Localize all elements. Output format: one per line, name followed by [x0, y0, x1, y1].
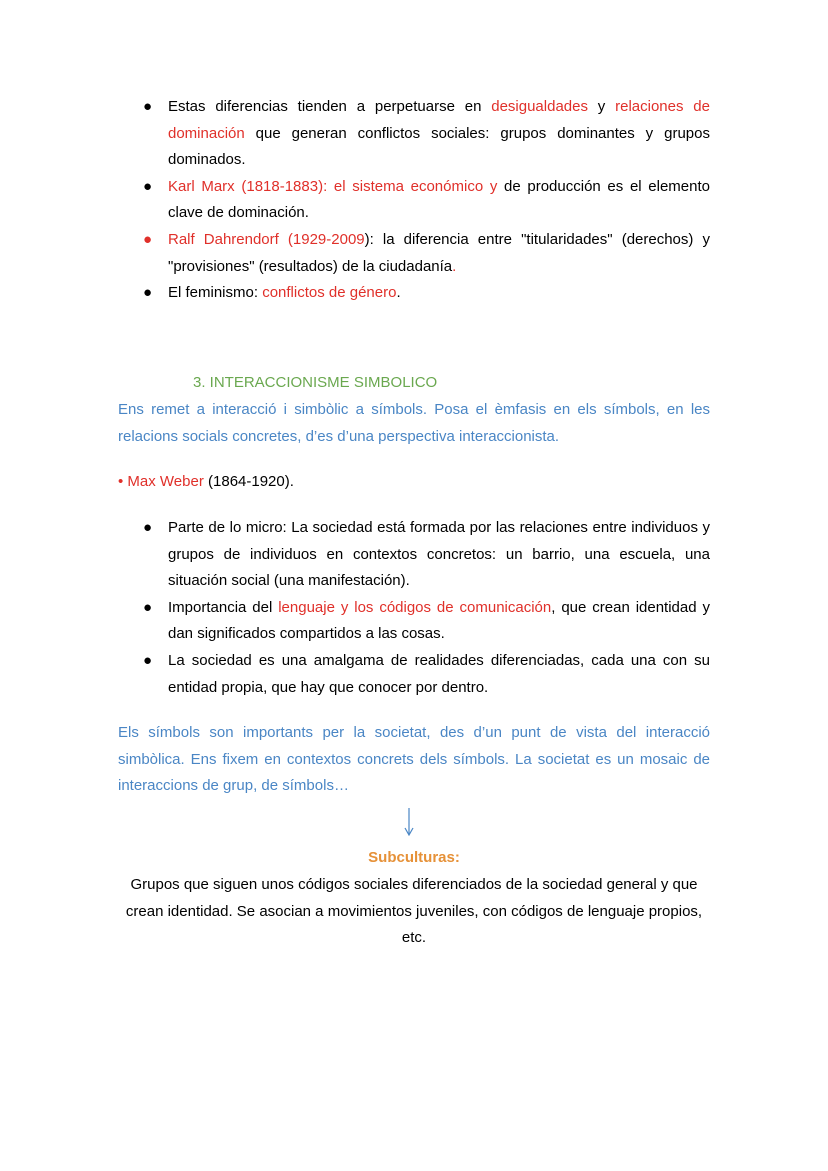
section-heading: 3. INTERACCIONISME SIMBOLICO	[193, 374, 438, 391]
list-item	[145, 280, 710, 307]
bullet-icon: ●	[143, 651, 153, 669]
subculturas-title: Subculturas:	[368, 849, 460, 866]
highlight-text: conflictos de género	[262, 284, 397, 302]
item-text: El feminismo:	[168, 284, 263, 302]
interactionism-list	[145, 515, 710, 701]
subculturas-text: Grupos que siguen unos códigos sociales diferenciados de la sociedad general y que crean identidad. Se asocian a movimientos juveniles, con códigos de lenguaje propios, etc.	[125, 876, 703, 947]
item-text: .	[396, 284, 401, 302]
highlight-text: relaciones de dominación	[168, 98, 710, 142]
bullet-icon: ●	[143, 284, 153, 302]
item-text: , que crean identidad y dan significados compartidos a las cosas.	[168, 598, 710, 643]
bullet-icon: ●	[143, 230, 153, 248]
item-text: de producción es el elemento clave de dominación.	[168, 177, 710, 222]
list-item	[145, 94, 710, 174]
item-text: que generan conflictos sociales: grupos dominantes y grupos dominados.	[168, 124, 710, 169]
arrow-down-icon	[402, 808, 416, 836]
weber-line	[118, 472, 294, 492]
weber-name: • Max Weber	[118, 473, 204, 490]
highlight-text: lenguaje y los códigos de comunicación	[278, 598, 552, 616]
bullet-icon: ●	[143, 519, 153, 536]
list-item	[145, 648, 710, 701]
highlight-text: Ralf Dahrendorf (1929-2009	[168, 230, 365, 248]
bullet-icon: ●	[143, 598, 153, 616]
list-item	[145, 595, 710, 648]
item-text: y	[587, 98, 616, 115]
bullet-icon: ●	[143, 177, 153, 195]
list-item	[145, 515, 710, 595]
item-text: ): la diferencia entre "titularidades" (derechos) y "provisiones" (resultados) de la ciudadanía	[168, 230, 710, 275]
list-item	[145, 174, 710, 227]
weber-dates: (1864-1920).	[203, 473, 294, 490]
conflict-theory-list	[145, 94, 710, 307]
item-text: Importancia del	[168, 598, 279, 616]
list-item	[145, 227, 710, 280]
item-text: La sociedad es una amalgama de realidades diferenciadas, cada una con su entidad propia, que hay que conocer por dentro.	[168, 651, 710, 696]
symbols-paragraph: Els símbols son importants per la societat, des d’un punt de vista del interacció simbòlica. Ens fixem en contextos concrets dels símbols. La societat es un mosaic de interaccions de grup, de símbols…	[118, 724, 710, 795]
item-text: Estas diferencias tienden a perpetuarse en	[168, 98, 492, 115]
section-intro: Ens remet a interacció i simbòlic a símbols. Posa el èmfasis en els símbols, en les relacions socials concretes, d’es d’una perspectiva interaccionista.	[118, 401, 710, 445]
highlight-text: .	[452, 257, 457, 275]
highlight-text: Karl Marx (1818-1883): el sistema económico y	[168, 177, 498, 195]
highlight-text: desigualdades	[491, 98, 588, 115]
item-text: Parte de lo micro: La sociedad está formada por las relaciones entre individuos y grupos de individuos en contextos concretos: un barrio, una escuela, una situación social (una manifestación).	[168, 519, 710, 590]
bullet-icon: ●	[143, 98, 153, 115]
